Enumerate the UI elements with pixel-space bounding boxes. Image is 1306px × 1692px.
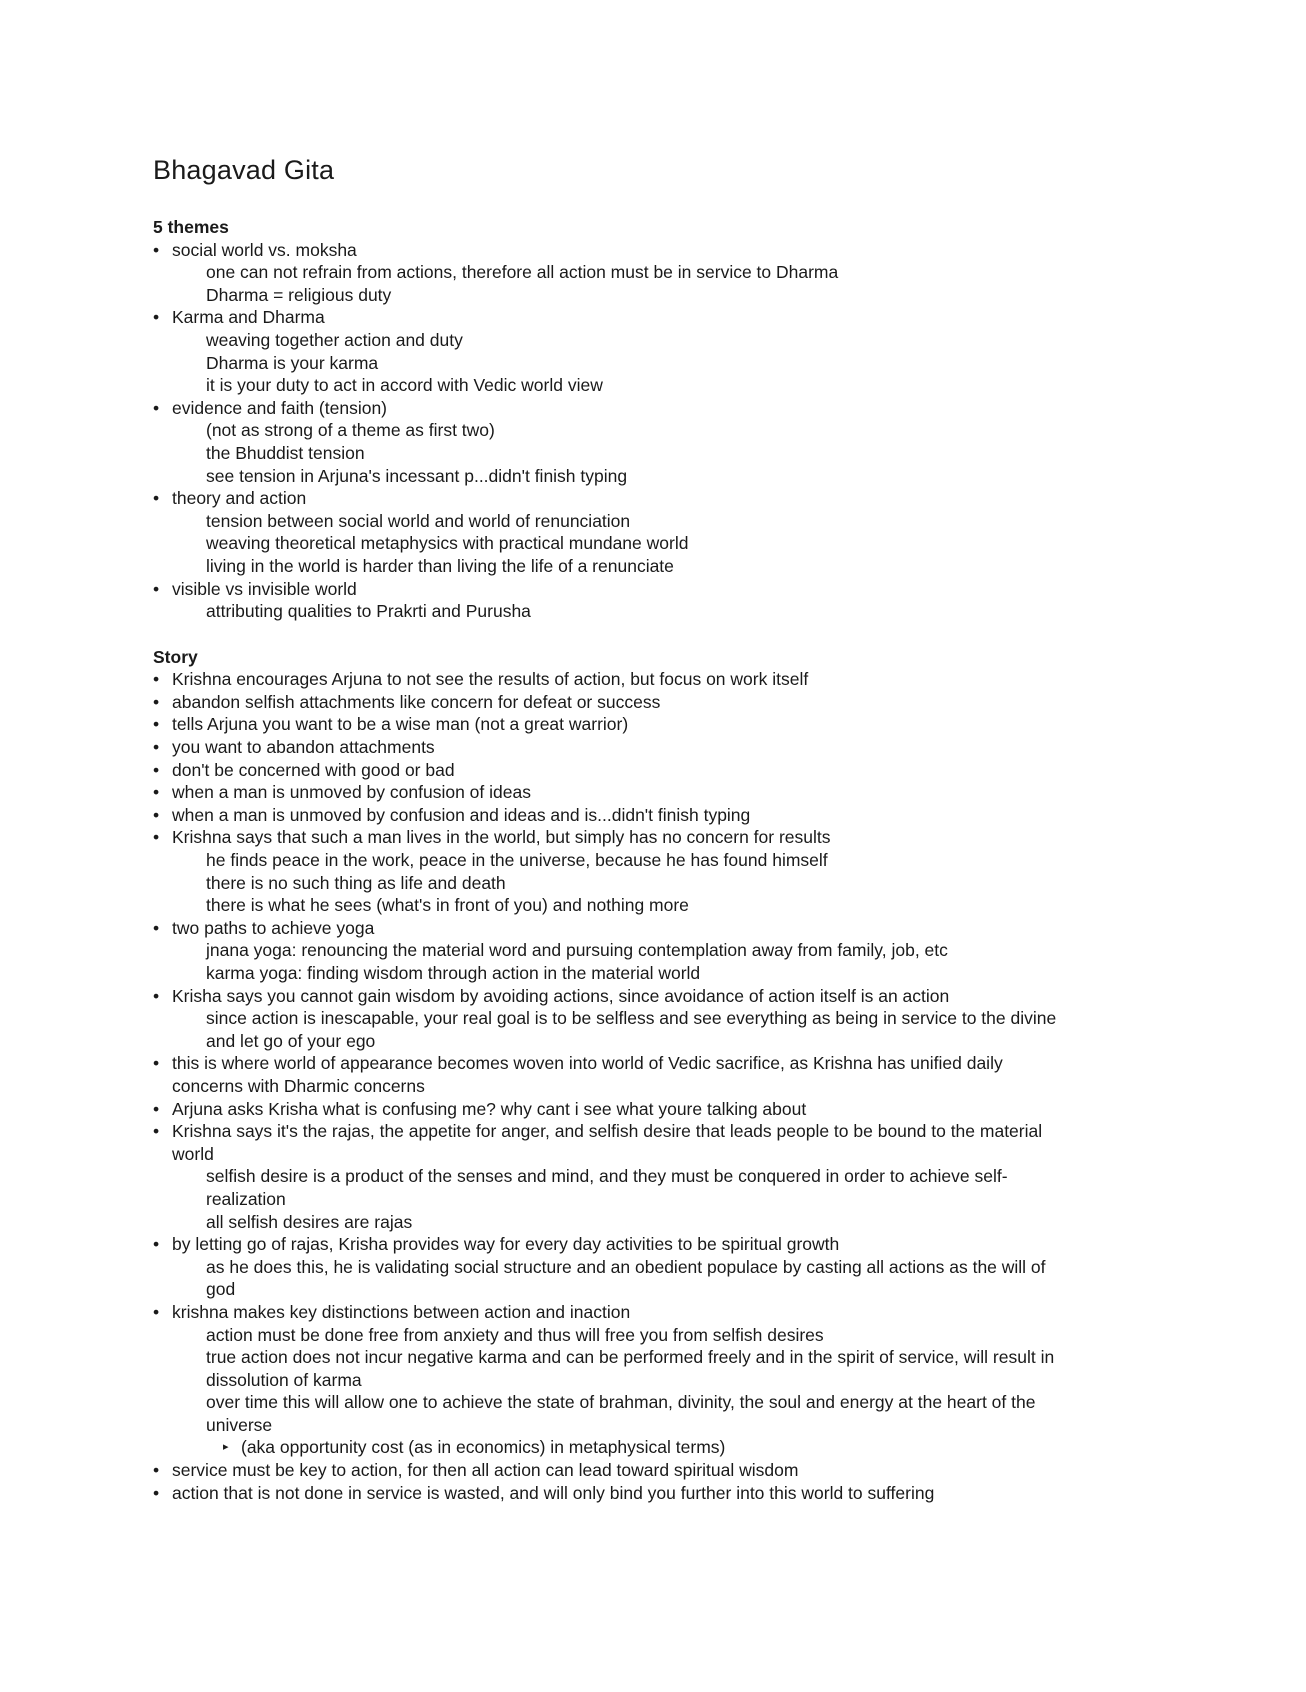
item-text: weaving theoretical metaphysics with practical mundane world (206, 533, 689, 554)
item-text: true action does not incur negative karma and can be performed freely and in the spirit of service, will result in (206, 1347, 1055, 1368)
item-text: god (206, 1279, 236, 1300)
bullet-icon: • (153, 397, 160, 418)
list-item (153, 668, 1153, 691)
list-item (153, 1143, 1153, 1166)
bullet-icon: • (153, 1121, 160, 1142)
sub-item (153, 1414, 1153, 1437)
item-text: it is your duty to act in accord with Vedic world view (206, 375, 603, 396)
item-text: by letting go of rajas, Krisha provides way for every day activities to be spiritual growth (172, 1234, 840, 1255)
item-text: (not as strong of a theme as first two) (206, 420, 495, 441)
list-item (153, 1482, 1153, 1505)
nested-item (153, 1436, 1153, 1459)
bullet-icon: • (153, 669, 160, 690)
item-text: he finds peace in the work, peace in the universe, because he has found himself (206, 850, 828, 871)
item-text: two paths to achieve yoga (172, 917, 375, 938)
sub-item (153, 465, 1153, 488)
item-text: Dharma = religious duty (206, 284, 392, 305)
bullet-icon: • (153, 578, 160, 599)
list-item (153, 1075, 1153, 1098)
item-text: visible vs invisible world (172, 578, 357, 599)
item-text: when a man is unmoved by confusion and ideas and is...didn't finish typing (172, 804, 751, 825)
bullet-icon: • (153, 1234, 160, 1255)
document-body (153, 216, 1153, 1504)
item-text: Krishna says that such a man lives in the world, but simply has no concern for results (172, 827, 831, 848)
bullet-icon: • (153, 1098, 160, 1119)
bullet-icon: • (153, 1482, 160, 1503)
item-text: Krishna encourages Arjuna to not see the results of action, but focus on work itself (172, 669, 809, 690)
bullet-icon: • (153, 691, 160, 712)
item-text: concerns with Dharmic concerns (172, 1075, 425, 1096)
list-item (153, 736, 1153, 759)
item-text: this is where world of appearance becomes woven into world of Vedic sacrifice, as Krishna has unified daily (172, 1053, 1003, 1074)
list-item (153, 306, 1153, 329)
item-text: as he does this, he is validating social structure and an obedient populace by casting all actions as the will of (206, 1256, 1046, 1277)
list-item (153, 578, 1153, 601)
item-text: when a man is unmoved by confusion of ideas (172, 782, 531, 803)
item-text: realization (206, 1188, 286, 1209)
item-text: theory and action (172, 488, 307, 509)
item-text: over time this will allow one to achieve the state of brahman, divinity, the soul and energy at the heart of the (206, 1392, 1036, 1413)
item-text: Krisha says you cannot gain wisdom by avoiding actions, since avoidance of action itself is an action (172, 985, 950, 1006)
bullet-icon: • (153, 307, 160, 328)
list-item (153, 985, 1153, 1008)
bullet-icon: • (153, 917, 160, 938)
item-text: selfish desire is a product of the senses and mind, and they must be conquered in order to achieve self- (206, 1166, 1008, 1187)
sub-item (153, 849, 1153, 872)
sub-item (153, 962, 1153, 985)
sub-item (153, 1346, 1153, 1369)
item-text: one can not refrain from actions, therefore all action must be in service to Dharma (206, 262, 839, 283)
bullet-icon: • (153, 737, 160, 758)
section-heading: Story (153, 646, 198, 667)
item-text: Arjuna asks Krisha what is confusing me? why cant i see what youre talking about (172, 1098, 807, 1119)
list-item (153, 691, 1153, 714)
sub-item (153, 510, 1153, 533)
item-text: see tension in Arjuna's incessant p...didn't finish typing (206, 465, 628, 486)
item-text: all selfish desires are rajas (206, 1211, 413, 1232)
sub-item (153, 872, 1153, 895)
list-item (153, 804, 1153, 827)
sub-item (153, 894, 1153, 917)
item-text: dissolution of karma (206, 1369, 362, 1390)
item-text: attributing qualities to Prakrti and Purusha (206, 601, 531, 622)
list-item (153, 917, 1153, 940)
item-text: you want to abandon attachments (172, 737, 435, 758)
item-text: the Bhuddist tension (206, 442, 365, 463)
list-item (153, 1459, 1153, 1482)
list-item (153, 713, 1153, 736)
item-text: world (172, 1143, 214, 1164)
list-item (153, 1098, 1153, 1121)
list-item (153, 1120, 1153, 1143)
bullet-icon: • (153, 985, 160, 1006)
item-text: action that is not done in service is wasted, and will only bind you further into this world to suffering (172, 1482, 935, 1503)
sub-item (153, 1165, 1153, 1188)
item-text: jnana yoga: renouncing the material word and pursuing contemplation away from family, job, etc (206, 940, 948, 961)
sub-item (153, 1391, 1153, 1414)
item-text: there is what he sees (what's in front of you) and nothing more (206, 895, 689, 916)
sub-item (153, 352, 1153, 375)
bullet-icon: • (153, 1301, 160, 1322)
document-title: Bhagavad Gita (153, 155, 335, 185)
item-text: living in the world is harder than living the life of a renunciate (206, 555, 674, 576)
item-text: action must be done free from anxiety and thus will free you from selfish desires (206, 1324, 824, 1345)
item-text: Krishna says it's the rajas, the appetite for anger, and selfish desire that leads people to be bound to the material (172, 1121, 1043, 1142)
list-item (153, 1233, 1153, 1256)
section-story (153, 646, 1153, 1505)
sub-item (153, 1369, 1153, 1392)
bullet-icon: • (153, 488, 160, 509)
item-text: tells Arjuna you want to be a wise man (not a great warrior) (172, 714, 629, 735)
list-item (153, 759, 1153, 782)
section-heading: 5 themes (153, 217, 229, 237)
bullet-icon: • (153, 239, 160, 260)
item-text: evidence and faith (tension) (172, 397, 387, 418)
bullet-icon: • (153, 1053, 160, 1074)
sub-item (153, 1188, 1153, 1211)
item-text: (aka opportunity cost (as in economics) in metaphysical terms) (241, 1437, 726, 1458)
item-text: don't be concerned with good or bad (172, 759, 455, 780)
bullet-icon: • (153, 827, 160, 848)
sub-item (153, 1278, 1153, 1301)
sub-item (153, 939, 1153, 962)
sub-item (153, 329, 1153, 352)
item-text: there is no such thing as life and death (206, 872, 506, 893)
item-text: and let go of your ego (206, 1030, 376, 1051)
list-item (153, 826, 1153, 849)
bullet-icon: • (153, 714, 160, 735)
bullet-icon: • (153, 1460, 160, 1481)
item-text: universe (206, 1414, 273, 1435)
list-item (153, 1052, 1153, 1075)
item-text: weaving together action and duty (206, 329, 463, 350)
sub-item (153, 284, 1153, 307)
sub-item (153, 1211, 1153, 1234)
item-text: Dharma is your karma (206, 352, 379, 373)
list-item (153, 1301, 1153, 1324)
item-text: karma yoga: finding wisdom through action in the material world (206, 963, 701, 983)
sub-item (153, 1030, 1153, 1053)
sub-item (153, 600, 1153, 623)
bullet-icon: • (153, 804, 160, 825)
item-text: krishna makes key distinctions between action and inaction (172, 1301, 631, 1322)
item-text: since action is inescapable, your real goal is to be selfless and see everything as being in service to the divine (206, 1008, 1057, 1029)
sub-item (153, 374, 1153, 397)
list-item (153, 397, 1153, 420)
list-item (153, 239, 1153, 262)
item-text: Karma and Dharma (172, 307, 325, 328)
document-page (153, 150, 1153, 1527)
list-item (153, 781, 1153, 804)
triangle-bullet-icon: ▸ (223, 1441, 229, 1454)
section-5-themes (153, 216, 1153, 623)
bullet-icon: • (153, 759, 160, 780)
sub-item (153, 442, 1153, 465)
list-item (153, 487, 1153, 510)
sub-item (153, 1007, 1153, 1030)
bullet-icon: • (153, 782, 160, 803)
sub-item (153, 1324, 1153, 1347)
sub-item (153, 532, 1153, 555)
sub-item (153, 555, 1153, 578)
sub-item (153, 1256, 1153, 1279)
item-text: service must be key to action, for then all action can lead toward spiritual wisdom (172, 1460, 799, 1481)
sub-item (153, 261, 1153, 284)
sub-item (153, 419, 1153, 442)
item-text: tension between social world and world of renunciation (206, 510, 631, 531)
item-text: abandon selfish attachments like concern for defeat or success (172, 691, 661, 712)
item-text: social world vs. moksha (172, 239, 357, 260)
